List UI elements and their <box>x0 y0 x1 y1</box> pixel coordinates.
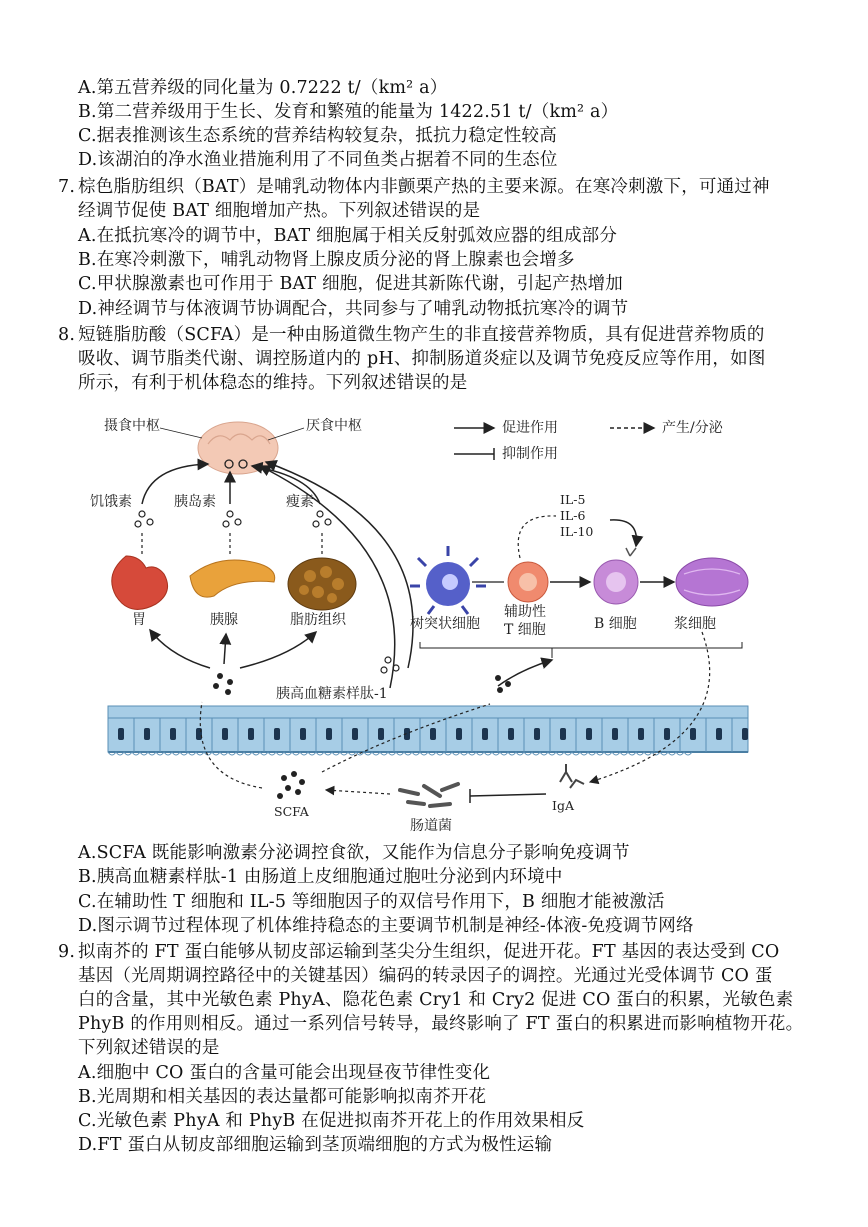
il6-label: IL-6 <box>560 508 586 523</box>
q8-number: 8. <box>58 325 76 345</box>
q7-number: 7. <box>58 177 76 197</box>
q8-option-a: A.SCFA 既能影响激素分泌调控食欲，又能作为信息分子影响免疫调节 <box>78 843 630 863</box>
plasma-cell-label: 浆细胞 <box>674 616 716 632</box>
scfa-to-stomach-arrow <box>150 630 210 668</box>
pancreas-label: 胰腺 <box>210 612 238 628</box>
gut-bacteria-icon <box>400 784 458 806</box>
q6-option-c: C.据表推测该生态系统的营养结构较复杂，抵抗力稳定性较高 <box>78 126 557 146</box>
legend-inhibit-label: 抑制作用 <box>502 446 558 462</box>
adipose-tissue-icon <box>288 558 356 610</box>
epithelial-cell-nucleus <box>170 728 176 740</box>
adipose-label: 脂肪组织 <box>290 612 346 628</box>
legend <box>454 419 724 462</box>
dendritic-label: 树突状细胞 <box>410 616 480 632</box>
q9-option-b: B.光周期和相关基因的表达量都可能影响拟南芥开花 <box>78 1087 487 1107</box>
epithelial-cell-nucleus <box>586 728 592 740</box>
epithelial-cell-nucleus <box>300 728 306 740</box>
brain-icon <box>198 422 278 474</box>
epithelial-cell-nucleus <box>508 728 514 740</box>
epithelial-cell-nucleus <box>482 728 488 740</box>
epithelial-cell-nucleus <box>456 728 462 740</box>
stomach-label: 胃 <box>132 612 146 628</box>
scfa-to-pancreas-arrow <box>224 634 226 664</box>
b-cell-label: B 细胞 <box>594 616 637 632</box>
q9-stem-line5: 下列叙述错误的是 <box>78 1038 220 1058</box>
q6-option-a: A.第五营养级的同化量为 0.7222 t/（km² a） <box>78 78 448 98</box>
q8-option-d: D.图示调节过程体现了机体维持稳态的主要调节机制是神经-体液-免疫调节网络 <box>78 916 694 936</box>
q9-stem-line4: PhyB 的作用则相反。通过一系列信号转导，最终影响了 FT 蛋白的积累进而影响植物开花。 <box>78 1014 804 1034</box>
epithelial-cell-nucleus <box>248 728 254 740</box>
q9-stem-line3: 白的含量，其中光敏色素 PhyA、隐花色素 Cry1 和 Cry2 促进 CO 蛋白的积累，光敏色素 <box>78 990 794 1010</box>
epithelial-cell-nucleus <box>274 728 280 740</box>
q9-option-c: C.光敏色素 PhyA 和 PhyB 在促进拟南芥开花上的作用效果相反 <box>78 1111 585 1131</box>
q7-option-a: A.在抵抗寒冷的调节中，BAT 细胞属于相关反射弧效应器的组成部分 <box>78 226 618 246</box>
q8-stem-line3: 所示，有利于机体稳态的维持。下列叙述错误的是 <box>78 373 468 393</box>
epithelial-cell-nucleus <box>118 728 124 740</box>
q7-stem-line2: 经调节促使 BAT 细胞增加产热。下列叙述错误的是 <box>78 201 481 221</box>
q9-stem-line1: 9. 拟南芥的 FT 蛋白能够从韧皮部运输到茎尖分生组织，促进开花。FT 基因的表达受到 CO <box>58 942 780 962</box>
epithelial-cell-nucleus <box>716 728 722 740</box>
q9-stem-line2: 基因（光周期调控路径中的关键基因）编码的转录因子的调控。光通过光受体调节 CO 蛋 <box>78 966 773 986</box>
scfa-to-adipose-arrow <box>240 632 316 668</box>
satiety-center-label: 厌食中枢 <box>306 418 362 434</box>
b-cell-icon <box>594 548 638 604</box>
ghrelin-label: 饥饿素 <box>90 494 132 510</box>
epithelial-cell-nucleus <box>326 728 332 740</box>
helper-t-label-2: T 细胞 <box>504 622 546 638</box>
scfa-regulation-diagram <box>90 406 770 836</box>
epithelial-cell-nucleus <box>690 728 696 740</box>
q7-option-c: C.甲状腺激素也可作用于 BAT 细胞，促进其新陈代谢，引起产热增加 <box>78 274 623 294</box>
plasma-cell-icon <box>676 558 748 606</box>
epithelial-cell-nucleus <box>378 728 384 740</box>
bacteria-produce-scfa-arrow <box>326 790 390 794</box>
q8-stem-line2: 吸收、调节脂类代谢、调控肠道内的 pH、抑制肠道炎症以及调节免疫反应等作用，如图 <box>78 349 766 369</box>
epithelial-cell-nucleus <box>144 728 150 740</box>
feeding-center-pointer <box>160 428 202 438</box>
iga-inhibit-line <box>470 794 546 796</box>
legend-promote-label: 促进作用 <box>502 420 558 436</box>
q8-option-b: B.胰高血糖素样肽-1 由肠道上皮细胞通过胞吐分泌到内环境中 <box>78 867 563 887</box>
q7-option-b: B.在寒冷刺激下，哺乳动物肾上腺皮质分泌的肾上腺素也会增多 <box>78 250 575 270</box>
pancreas-icon <box>190 560 275 597</box>
q6-option-b: B.第二营养级用于生长、发育和繁殖的能量为 1422.51 t/（km² a） <box>78 102 619 122</box>
q7-option-d: D.神经调节与体液调节协调配合，共同参与了哺乳动物抵抗寒冷的调节 <box>78 299 629 319</box>
leptin-label: 瘦素 <box>286 494 314 510</box>
cytokine-secretion-arrow <box>518 516 556 558</box>
q9-option-d: D.FT 蛋白从韧皮部细胞运输到茎顶端细胞的方式为极性运输 <box>78 1135 553 1155</box>
helper-t-label-1: 辅助性 <box>504 604 546 620</box>
iga-label: IgA <box>552 798 574 813</box>
epithelial-cell-nucleus <box>534 728 540 740</box>
scfa-label: SCFA <box>274 804 309 819</box>
epithelial-cell-nucleus <box>638 728 644 740</box>
epithelial-cell-nucleus <box>430 728 436 740</box>
q9-option-a: A.细胞中 CO 蛋白的含量可能会出现昼夜节律性变化 <box>78 1063 491 1083</box>
q6-option-d: D.该湖泊的净水渔业措施利用了不同鱼类占据着不同的生态位 <box>78 150 558 170</box>
q9-number: 9. <box>58 942 76 962</box>
il10-label: IL-10 <box>560 524 594 539</box>
cytokine-to-bcell-arrow <box>610 520 636 546</box>
gut-bacteria-label: 肠道菌 <box>410 818 452 834</box>
epithelial-cell-nucleus <box>560 728 566 740</box>
insulin-label: 胰岛素 <box>174 494 216 510</box>
epithelial-cell-nucleus <box>352 728 358 740</box>
immune-bracket <box>420 642 742 648</box>
q7-stem-line1: 7. 棕色脂肪组织（BAT）是哺乳动物体内非颤栗产热的主要来源。在寒冷刺激下，可通过神 <box>58 177 770 197</box>
scfa-granules-upper <box>213 673 233 695</box>
scfa-granules-right <box>495 675 511 693</box>
q8-stem-line1: 8. 短链脂肪酸（SCFA）是一种由肠道微生物产生的非直接营养物质，具有促进营养物质的 <box>58 325 765 345</box>
scfa-granules-lower <box>277 771 305 799</box>
legend-produce-label: 产生/分泌 <box>662 420 723 436</box>
hormone-granules <box>135 511 331 527</box>
dendritic-cell-icon <box>410 546 486 614</box>
glp1-label: 胰高血糖素样肽-1 <box>276 686 388 702</box>
iga-icon <box>560 764 584 788</box>
epithelial-cell-nucleus <box>742 728 748 740</box>
il5-label: IL-5 <box>560 492 586 507</box>
satiety-center-pointer <box>268 428 304 440</box>
helper-t-cell-icon <box>508 562 548 602</box>
glp1-granules <box>381 657 399 673</box>
q8-option-c: C.在辅助性 T 细胞和 IL-5 等细胞因子的双信号作用下，B 细胞才能被激活 <box>78 892 665 912</box>
epithelial-cell-nucleus <box>612 728 618 740</box>
epithelial-cell-nucleus <box>664 728 670 740</box>
stomach-icon <box>112 556 168 609</box>
epithelial-cell-nucleus <box>222 728 228 740</box>
feeding-center-label: 摄食中枢 <box>104 418 160 434</box>
